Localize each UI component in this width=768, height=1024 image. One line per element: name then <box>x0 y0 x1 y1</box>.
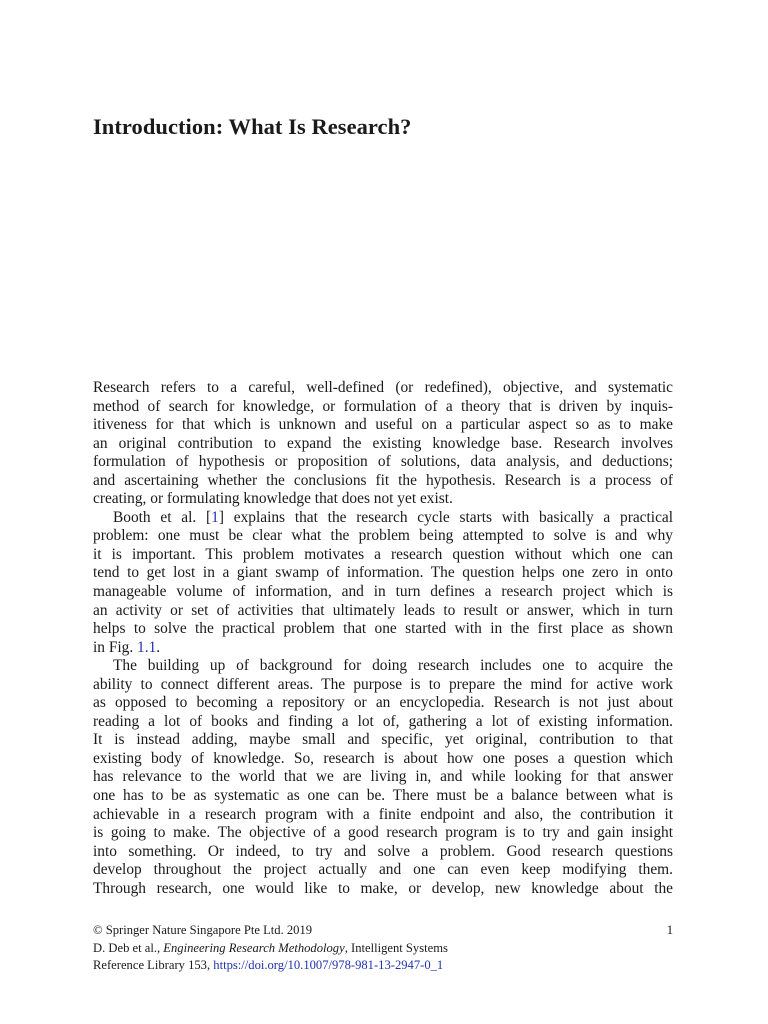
citation-series: , Intelligent Systems <box>344 940 448 955</box>
citation-series-volume: Reference Library 153, <box>93 958 214 972</box>
citation-book-title: Engineering Research Methodology <box>163 940 345 955</box>
text-line <box>93 639 673 658</box>
footer-copyright-row <box>93 922 673 940</box>
chapter-body <box>93 379 673 898</box>
footer-citation-row <box>93 940 673 958</box>
text-line: it is important. This problem motivates a research question without which one can <box>93 545 673 563</box>
text-line: an original contribution to expand the existing knowledge base. Research involves <box>93 434 673 452</box>
text-line: manageable volume of information, and in turn defines a research project which is <box>93 583 673 601</box>
text-line: tend to get lost in a giant swamp of information. The question helps one zero in onto <box>93 564 673 582</box>
text-line: an activity or set of activities that ultimately leads to result or answer, which in turn <box>93 601 673 619</box>
text-line <box>93 509 673 528</box>
text-line: method of search for knowledge, or formulation of a theory that is driven by inquis- <box>93 397 673 415</box>
text-line: formulation of hypothesis or proposition of solutions, data analysis, and deductions; <box>93 453 673 471</box>
copyright-notice: © Springer Nature Singapore Pte Ltd. 2019 <box>93 923 313 937</box>
text-segment: . <box>156 638 161 656</box>
text-line: It is instead adding, maybe small and specific, yet original, contribution to that <box>93 731 673 749</box>
text-line: as opposed to becoming a repository or an encyclopedia. Research is not just about <box>93 694 673 712</box>
page-number: 1 <box>666 923 673 937</box>
text-line: helps to solve the practical problem that one started with in the first place as shown <box>93 620 673 638</box>
citation-authors: D. Deb et al., <box>93 940 164 955</box>
text-line: reading a lot of books and finding a lot of, gathering a lot of existing information. <box>93 712 673 730</box>
text-line: and ascertaining whether the conclusions fit the hypothesis. Research is a process of <box>93 471 673 489</box>
paragraph <box>93 657 673 898</box>
text-line: itiveness for that which is unknown and useful on a particular aspect so as to make <box>93 416 673 434</box>
text-line: achievable in a research program with a finite endpoint and also, the contribution it <box>93 805 673 823</box>
text-segment: ] explains that the research cycle starts with basically a practical <box>218 508 674 526</box>
text-segment: in Fig. <box>93 638 138 656</box>
text-line: problem: one must be clear what the problem being attempted to solve is and why <box>93 527 673 545</box>
figure-link[interactable]: 1.1 <box>137 638 157 656</box>
text-line: one has to be as systematic as one can be. There must be a balance between what is <box>93 787 673 805</box>
footer-doi-row <box>93 957 673 975</box>
text-line: The building up of background for doing research includes one to acquire the <box>113 657 673 675</box>
text-line: develop throughout the project actually and one can even keep modifying them. <box>93 861 673 879</box>
text-line: is going to make. The objective of a good research program is to try and gain insight <box>93 824 673 842</box>
paragraph <box>93 379 673 509</box>
chapter-title: Introduction: What Is Research? <box>93 114 412 139</box>
text-line: Through research, one would like to make, or develop, new knowledge about the <box>93 879 673 897</box>
paragraph <box>93 509 673 657</box>
citation-link[interactable]: 1 <box>211 508 219 526</box>
doi-link[interactable]: https://doi.org/10.1007/978-981-13-2947-0_1 <box>213 958 444 972</box>
page-footer <box>93 922 673 975</box>
text-line: has relevance to the world that we are living in, and while looking for that answer <box>93 768 673 786</box>
text-line: Research refers to a careful, well-defined (or redefined), objective, and systematic <box>93 379 673 396</box>
text-line: ability to connect different areas. The purpose is to prepare the mind for active work <box>93 675 673 693</box>
text-segment: Booth et al. [ <box>113 508 212 526</box>
text-line: existing body of knowledge. So, research is about how one poses a question which <box>93 749 673 767</box>
text-line: into something. Or indeed, to try and solve a problem. Good research questions <box>93 842 673 860</box>
text-line: creating, or formulating knowledge that does not yet exist. <box>93 490 453 508</box>
